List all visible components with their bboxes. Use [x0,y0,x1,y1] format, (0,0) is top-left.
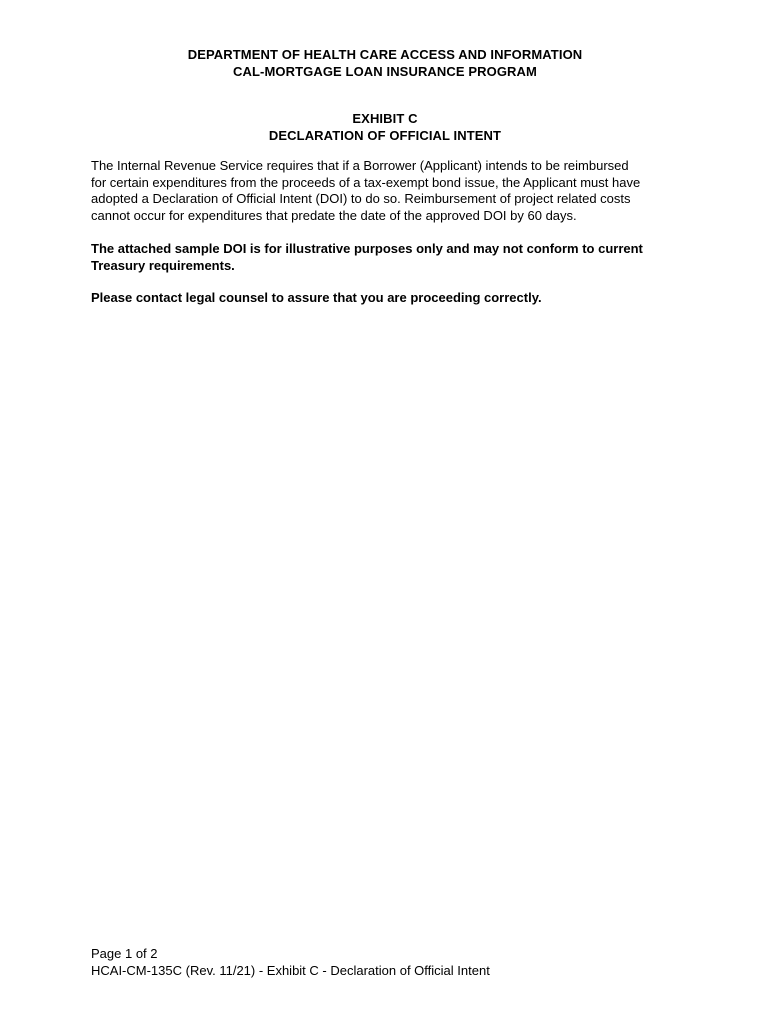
paragraph-line: Please contact legal counsel to assure that you are proceeding correctly. [91,290,542,305]
paragraph-line: adopted a Declaration of Official Intent (DOI) to do so. Reimbursement of project related costs [91,191,631,206]
document-footer [91,945,490,979]
legal-counsel-paragraph [91,290,691,307]
paragraph-line: Treasury requirements. [91,257,235,273]
program-name: CAL-MORTGAGE LOAN INSURANCE PROGRAM [233,64,537,79]
department-name: DEPARTMENT OF HEALTH CARE ACCESS AND INFORMATION [187,47,583,62]
paragraph-line: for certain expenditures from the proceeds of a tax-exempt bond issue, the Applicant must have [91,174,641,190]
page-number: Page 1 of 2 [91,946,158,961]
paragraph-line: cannot occur for expenditures that predate the date of the approved DOI by 60 days. [91,207,577,223]
form-identifier: HCAI-CM-135C (Rev. 11/21) - Exhibit C - Declaration of Official Intent [91,963,490,978]
paragraph-line: The Internal Revenue Service requires that if a Borrower (Applicant) intends to be reimbursed [91,158,629,173]
exhibit-label: EXHIBIT C [352,111,418,126]
illustrative-disclaimer-paragraph [91,241,691,274]
irs-requirement-paragraph [91,158,691,224]
exhibit-title: DECLARATION OF OFFICIAL INTENT [268,128,502,143]
document-header [0,46,770,80]
paragraph-line: The attached sample DOI is for illustrative purposes only and may not conform to current [91,241,643,256]
exhibit-heading [0,110,770,144]
